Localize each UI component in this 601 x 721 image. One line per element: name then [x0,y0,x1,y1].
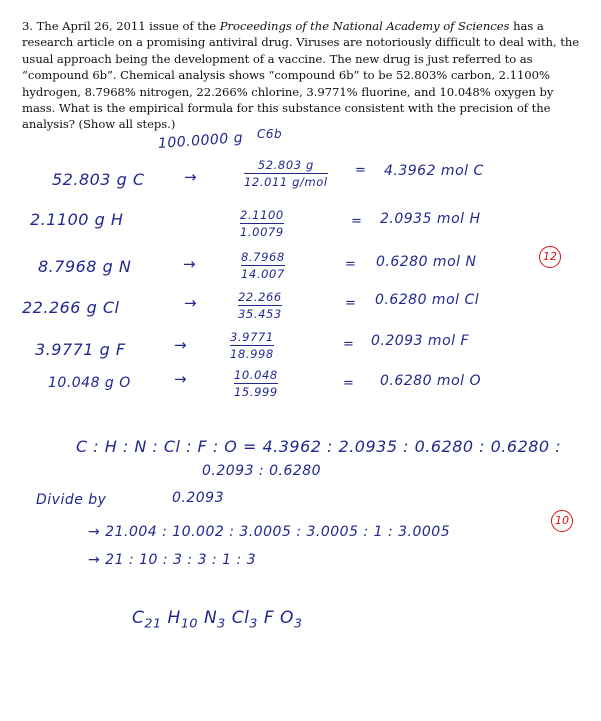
score-circle: 12 [539,246,561,268]
arrow-icon: → [183,255,196,273]
row-4-fraction [238,290,282,321]
row-4-result: 0.6280 mol Cl [375,292,480,308]
divide-value: 0.2093 [172,490,224,506]
equals-sign: = [355,163,366,178]
row-6-numerator: 10.048 [234,368,278,382]
row-5-result: 0.2093 mol F [371,333,470,349]
ratio-result-line-1: → 21.004 : 10.002 : 3.0005 : 3.0005 : 1 : 3.0005 [88,524,451,540]
row-1-numerator: 52.803 g [257,158,314,172]
row-3-numerator: 8.7968 [241,250,285,264]
fraction-bar [241,265,285,266]
row-6-mass: 10.048 g O [48,375,131,391]
formula-h: H [167,608,181,628]
row-1-denominator: 12.011 g/mol [244,175,328,189]
work-header-label: C6b [257,127,283,141]
arrow-icon: → [184,294,197,312]
question-text-rest: has a research article on a promising antiviral drug. Viruses are notoriously difficult to deal with, the usual approach being the development of a vaccine. The new drug is just referred to as “compound 6b”. Chemical analysis shows “compound 6b” to be 52.803% carbon, 2.1100% hydrogen, 8.7968% nitrogen, 22.266% chlorine, 3.9771% fluorine, and 10.048% oxygen by mass. What is the empirical formula for this substance consistent with the precision of the analysis? (Show all steps.) [22,19,580,132]
row-5-denominator: 18.998 [230,347,274,361]
formula-cl-sub: 3 [249,616,258,632]
equals-sign: = [343,337,354,352]
row-3-mass: 8.7968 g N [38,257,132,276]
row-5-mass: 3.9771 g F [35,340,126,359]
question-number: 3. [22,19,33,33]
row-5-fraction [230,330,274,361]
row-3-denominator: 14.007 [241,267,285,281]
formula-o-sub: 3 [293,616,303,632]
equals-sign: = [351,214,362,229]
fraction-bar [238,305,282,306]
question-text [22,18,582,133]
equals-sign: = [343,376,354,391]
question-text-start: The April 26, 2011 issue of the [36,19,217,33]
formula-o: O [280,608,294,628]
mole-ratio-line-1: C : H : N : Cl : F : O = 4.3962 : 2.0935 : 0.6280 : 0.6280 : [76,437,562,456]
formula-c-sub: 21 [144,616,162,632]
equals-sign: = [345,296,356,311]
row-6-denominator: 15.999 [234,385,278,399]
row-5-numerator: 3.9771 [230,330,274,344]
empirical-formula [132,608,303,631]
row-1-result: 4.3962 mol C [384,163,484,179]
work-header-mass: 100.0000 g [157,130,244,152]
row-6-result: 0.6280 mol O [380,373,481,389]
formula-h-sub: 10 [180,616,199,632]
fraction-bar [230,345,274,346]
row-2-mass: 2.1100 g H [30,210,124,229]
row-6-fraction [234,368,278,399]
score-circle: 10 [551,510,573,532]
formula-n: N [203,608,218,628]
row-2-denominator: 1.0079 [240,225,284,239]
row-1-fraction [244,158,328,189]
row-2-numerator: 2.1100 [240,208,284,222]
divide-label: Divide by [36,492,107,508]
arrow-icon: → [174,370,187,388]
row-4-mass: 22.266 g Cl [22,298,120,317]
mole-ratio-line-2: 0.2093 : 0.6280 [202,463,322,479]
equals-sign: = [345,257,356,272]
row-3-result: 0.6280 mol N [376,254,477,270]
fraction-bar [244,173,328,174]
row-4-denominator: 35.453 [238,307,282,321]
row-4-numerator: 22.266 [238,290,282,304]
ratio-result-line-2: → 21 : 10 : 3 : 3 : 1 : 3 [88,552,257,568]
formula-n-sub: 3 [217,616,226,632]
fraction-bar [240,223,284,224]
fraction-bar [234,383,278,384]
formula-c: C [132,608,145,628]
formula-f: F [263,608,275,628]
arrow-icon: → [184,168,197,186]
row-3-fraction [241,250,285,281]
row-2-result: 2.0935 mol H [380,211,481,227]
formula-cl: Cl [231,608,250,628]
row-1-mass: 52.803 g C [52,170,145,189]
arrow-icon: → [174,336,187,354]
row-2-fraction [240,208,284,239]
journal-title: Proceedings of the National Academy of Sciences [219,19,510,33]
